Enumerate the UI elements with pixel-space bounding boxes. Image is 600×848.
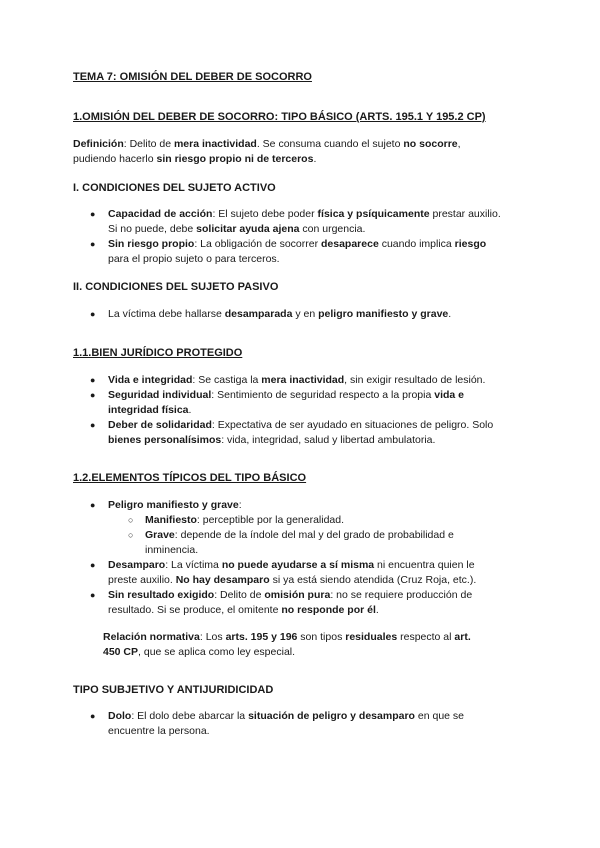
relacion-normativa-line-1: Relación normativa: Los arts. 195 y 196 son tipos residuales respecto al art.	[103, 631, 471, 643]
list-item-dolo-cont: encuentre la persona.	[108, 725, 210, 737]
page-title: TEMA 7: OMISIÓN DEL DEBER DE SOCORRO	[73, 71, 312, 83]
list-item-sin-riesgo: Sin riesgo propio: La obligación de socorrer desaparece cuando implica riesgo	[108, 238, 487, 250]
list-item-sin-riesgo-cont: para el propio sujeto o para terceros.	[108, 253, 280, 265]
relacion-normativa-line-2: 450 CP, que se aplica como ley especial.	[103, 646, 296, 658]
bullet-icon: ●	[90, 560, 96, 570]
bullet-icon: ●	[90, 239, 96, 249]
section-heading-tipo-subjetivo: TIPO SUBJETIVO Y ANTIJURIDICIDAD	[73, 684, 274, 696]
sublist-item-grave: Grave: depende de la índole del mal y del grado de probabilidad e	[145, 529, 454, 541]
list-item-solidaridad-cont: bienes personalísimos: vida, integridad, salud y libertad ambulatoria.	[108, 434, 436, 446]
definition-label: Definición	[73, 138, 124, 150]
definition-line-1: Definición: Delito de mera inactividad. Se consuma cuando el sujeto no socorre,	[73, 138, 461, 150]
section-heading-tipo-basico: 1.OMISIÓN DEL DEBER DE SOCORRO: TIPO BÁSICO (ARTS. 195.1 Y 195.2 CP)	[73, 111, 486, 123]
bullet-icon: ●	[90, 500, 96, 510]
sublist-item-manifiesto: Manifiesto: perceptible por la generalidad.	[145, 514, 345, 526]
list-item-seguridad: Seguridad individual: Sentimiento de seguridad respecto a la propia vida e	[108, 389, 465, 401]
circle-bullet-icon: ○	[128, 515, 134, 525]
sublist-item-grave-cont: inminencia.	[145, 544, 199, 556]
bullet-icon: ●	[90, 390, 96, 400]
section-heading-sujeto-pasivo: II. CONDICIONES DEL SUJETO PASIVO	[73, 281, 279, 293]
list-item-desamparo-cont: preste auxilio. No hay desamparo si ya está siendo atendida (Cruz Roja, etc.).	[108, 574, 477, 586]
section-heading-bien-juridico: 1.1.BIEN JURÍDICO PROTEGIDO	[73, 347, 243, 359]
list-item-desamparo: Desamparo: La víctima no puede ayudarse a sí misma ni encuentra quien le	[108, 559, 475, 571]
list-item-sin-resultado: Sin resultado exigido: Delito de omisión pura: no se requiere producción de	[108, 589, 473, 601]
list-item-peligro: Peligro manifiesto y grave:	[108, 499, 242, 511]
section-heading-sujeto-activo: I. CONDICIONES DEL SUJETO ACTIVO	[73, 182, 276, 194]
bullet-icon: ●	[90, 375, 96, 385]
list-item-dolo: Dolo: El dolo debe abarcar la situación de peligro y desamparo en que se	[108, 710, 465, 722]
list-item-seguridad-cont: integridad física.	[108, 404, 192, 416]
list-item-capacidad-cont: Si no puede, debe solicitar ayuda ajena con urgencia.	[108, 223, 366, 235]
definition-line-2: pudiendo hacerlo sin riesgo propio ni de terceros.	[73, 153, 317, 165]
section-heading-elementos: 1.2.ELEMENTOS TÍPICOS DEL TIPO BÁSICO	[73, 472, 307, 484]
circle-bullet-icon: ○	[128, 530, 134, 540]
list-item-capacidad: Capacidad de acción: El sujeto debe poder física y psíquicamente prestar auxilio.	[108, 208, 501, 220]
bullet-icon: ●	[90, 711, 96, 721]
list-item-sin-resultado-cont: resultado. Si se produce, el omitente no responde por él.	[108, 604, 379, 616]
bullet-icon: ●	[90, 420, 96, 430]
list-item-victima: La víctima debe hallarse desamparada y en peligro manifiesto y grave.	[108, 308, 452, 320]
list-item-vida: Vida e integridad: Se castiga la mera inactividad, sin exigir resultado de lesión.	[108, 374, 486, 386]
list-item-solidaridad: Deber de solidaridad: Expectativa de ser ayudado en situaciones de peligro. Solo	[108, 419, 494, 431]
bullet-icon: ●	[90, 309, 96, 319]
bullet-icon: ●	[90, 590, 96, 600]
bullet-icon: ●	[90, 209, 96, 219]
